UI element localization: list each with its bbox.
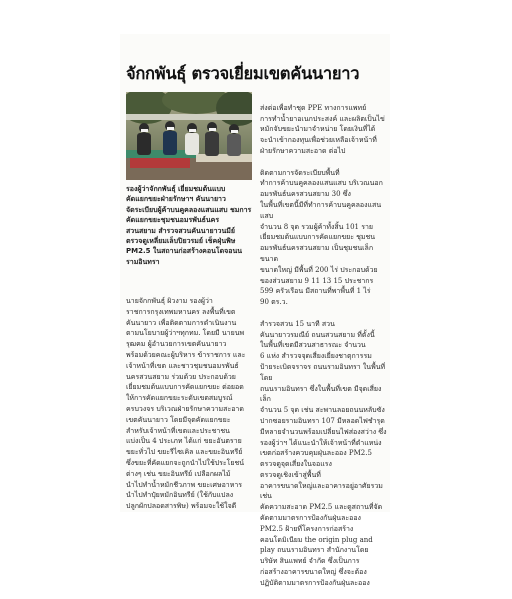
newspaper-clipping (120, 34, 390, 587)
headline: จักกพันธุ์ ตรวจเยี่ยมเขตคันนายาว (126, 64, 360, 83)
photo-icon (126, 92, 252, 180)
photo-caption: รองผู้ว่าจักกพันธุ์ เยี่ยมชมต้นแบบ คัดแยกขยะฝ่ายรักษาฯ คันนายาว จัดระเบียบผู้ค้าบนคูคลองแสนแสบ ชมการ คัดแยกขยะชุมชนอมรพันธ์นคร สวนสยาม สำรวจสวนคันนายาวนมีย์ ตรวจดูเหลี่ยมเล็บปิยวรมย์ เช็คฝุ่นพิษ PM2.5 ในสถานก่อสร้างคอนโดจอนน รามอินทรา (126, 185, 252, 266)
body-column-left: นายจักกพันธุ์ ผิวงาม รองผู้ว่า ราชการกรุงเทพมหานคร ลงพื้นที่เขต คันนายาว เพื่อติดตามการดำเนินงาน ตามนโยบายผู้ว่าฯทุกทม. โดยมี นายนพ รุฒคม ผู้อำนวยการเขตคันนายาว พร้อมด้วยคณะผู้บริหาร ข้าราชการ และ เจ้าหน้าที่เขต และชาวชุมชนอมรพันธ์ นครสวนสยาม ร่วมด้วย ประกอบด้วย เยี่ยมชมต้นแบบการคัดแยกขยะ ต่อยอด ให้การคัดแยกขยะระดับเขตสมบูรณ์ ครบวงจร บริเวณฝ่ายรักษาความสะอาด เขตคันนายาว โดยมีจุดคัดแยกขยะ สำหรับเจ้าหน้าที่เขตและประชาชน แบ่งเป็น 4 ประเภท ได้แก่ ขยะอันตราย ขยะทั่วไป ขยะรีไซเคิล และขยะอินทรีย์ ซึ่งขยะที่คัดแยกจะถูกนำไปใช้ประโยชน์ ต่างๆ เช่น ขยะอินทรีย์ เปลือกผลไม้ นำไปทำน้ำหมักชีวภาพ ขยะเศษอาหาร นำไปทำปุ๋ยหมักอินทรีย์ (ใช้กับแปลง ปลูกผักปลอดสารพิษ) พร้อมจะใช้ใจดี (126, 297, 246, 511)
paragraph: ติดตามการจัดระเบียบพื้นที่ ทำการค้าบนคูคลองแสนแสบ บริเวณนอก อมรพันธ์นครสวนสยาม 30 ซึ่ง ในพื้นที่เขตนี้มีที่ทำการค้าบนคูคลองแสนแสบ จำนวน 8 จุด รวมผู้ค้าทั้งสิ้น 101 ราย เยี่ยมชมต้นแบบการคัดแยกขยะ ชุมชน อมรพันธ์นครสวนสยาม เป็นชุมชนเล็กขนาด ขนาดใหญ่ มีพื้นที่ 200 ไร่ ประกอบด้วย ของส่วนสยาม 9 11 13 15 ประชากร 599 ครัวเรือน มีสถานที่พาพื้นที่ 1 ไร่ 90 ตร.ว. (260, 168, 383, 307)
paragraph: สำรวจสวน 15 นาที สวน คันนายาวรมณีย์ ถนนสวนสยาม ที่ตั้งนี้ ในพื้นที่เขตมีสวนสาธารณะ จำนวน 6 แห่ง สำรวจจุดเสี่ยงเยี่ยงชาตุการรม ป้ายระเบิดจราจร ถนนรามอินทรา ในพื้นที่โดย ถนนรามอินทรา ซึ่งในพื้นที่เขต มีจุดเสี่ยงเล็ก จำนวน 5 จุด เช่น สะพานลอยถนนหลับซัง ปากซอยรามอินทรา 107 มีหลอดไฟชำรุด มีหลายจำนวนพร้อมเปลี่ยนไฟส่องสว่าง ซึ่ง รองผู้ว่าฯ ได้แนะนำให้เจ้าหน้าที่ตำแหน่ง เขตก่อสร้างควบคุมฝุ่นละออง PM2.5 ตรวจดูจุดเสี่ยงในจอแรง ตรวจดูเชิงเข้าสู่พื้นที่ อาคารขนาดใหญ่และอาคารอยู่อาศัยรวม เช่น คัดความสะอาด PM2.5 และดูสถานที่จัด คัดตามมาตรการป้องกันฝุ่นละออง PM2.5 ฝ้ายที่โครงการก่อสร้าง คอนโดมิเนียม the origin plug and play ถนนรามอินทรา สำนักงานโดย บริษัท สินแพทย์ จำกัด ซึ่งเป็นการ ก่อสร้างอาคารขนาดใหญ่ ซึ่งจะต้อง ปฏิบัติตามมาตรการป้องกันฝุ่นละออง (260, 319, 387, 587)
body-column-right (260, 92, 388, 599)
article-photo (126, 92, 252, 180)
paragraph: ส่งต่อเพื่อทำชุด PPE ทางการแพทย์ การทำน้ำยาอเนกประสงค์ และผลิตเป็นไข่ หมักจับขยะนำมาจำหน่าย โดยเงินที่ได้ จะนำเข้ากองทุนเพื่อช่วยเหลือเจ้าหน้าที่ ฝ่ายรักษาความสะอาด ต่อไป (260, 103, 385, 155)
